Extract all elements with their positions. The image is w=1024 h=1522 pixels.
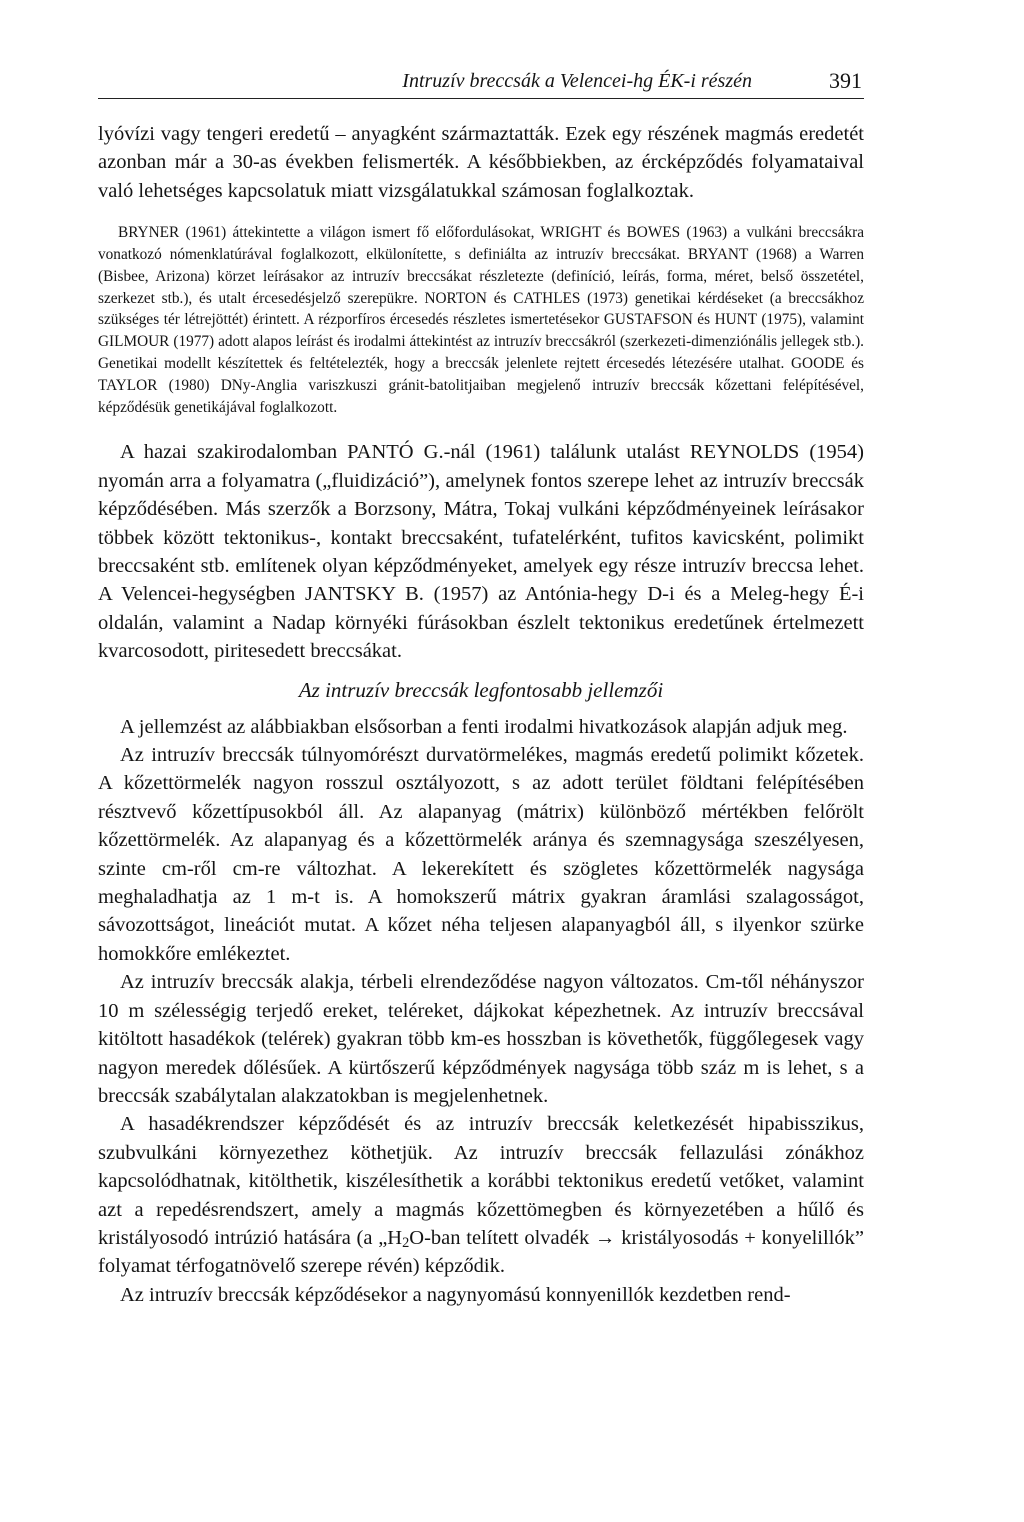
paragraph-formation: Az intruzív breccsák képződésekor a nagynyomású konnyenillók kezdetben rend-	[120, 1283, 791, 1306]
paragraph-hungarian-literature: A hazai szakirodalomban PANTÓ G.-nál (1961) találunk utalást REYNOLDS (1954) nyomán arra a folyamatra („fluidizáció”), amelynek fontos szerepe lehet az intruzív breccsák képződésében. Más szerzők a Borzsony, Mátra, Tokaj vulkáni képződményeinek leírásakor többek között tektonikus-, kontakt breccsaként, tufatelérként, tufitos kavicsként, polimikt breccsaként stb. említenek olyan képződményeket, amelyek egy része intruzív breccsa lehet. A Velencei-hegységben JANTSKY B. (1957) az Antónia-hegy D-i és a Meleg-hegy É-i oldalán, valamint a Nadap környéki fúrásokban észlelt tektonikus eredetűnek értelmezett kvarcosodott, piritesedett breccsákat.	[98, 441, 864, 663]
genesis-text-b: O-ban telített olvadék → kristályosodás + konyelillók” folyamat térfogatnövelő szerepe révén) képződik.	[98, 1226, 864, 1278]
section-heading: Az intruzív breccsák legfontosabb jellemzői	[298, 677, 664, 702]
page	[98, 62, 864, 1309]
subscript-two: 2	[402, 1234, 410, 1251]
paragraph-genesis	[98, 1110, 864, 1280]
paragraph-shape: Az intruzív breccsák alakja, térbeli elrendeződése nagyon változatos. Cm-től néhányszor 10 m szélességig terjedő ereket, teléreket, dájkokat képezhetnek. Az intruzív breccsával kitöltott hasadékok (telérek) gyakran több km-es hosszban is követhetők, függőlegesek vagy nagyon meredek dőlésűek. A kürtőszerű képződmények nagysága több száz m is lehet, s a breccsák szabálytalan alakzatokban is megjelenhetnek.	[98, 971, 864, 1107]
genesis-text-a: A hasadékrendszer képződését és az intruzív breccsák keletkezését hipabisszikus, szubvulkáni környezethez köthetjük. Az intruzív breccsák fellazulási zónákhoz kapcsolódhatnak, kitölthetik, kiszélesíthetik a korábbi tektonikus eredetű vetőket, valamint azt a repedésrendszert, amely a magmás kőzettömegben és környezetében a hűlő és kristályosodó intrúzió hatására (a „H	[98, 1113, 864, 1249]
running-head	[98, 62, 864, 99]
running-title: Intruzív breccsák a Velencei-hg ÉK-i részén	[402, 70, 752, 92]
page-number: 391	[829, 68, 862, 93]
paragraph-literature-review: BRYNER (1961) áttekintette a világon ismert fő előfordulásokat, WRIGHT és BOWES (1963) a vulkáni breccsákra vonatkozó nómenklatúrával foglalkozott, elkülonítette, s definiálta az intruzív breccsákat. BRYANT (1968) a Warren (Bisbee, Arizona) körzet leírásakor az intruzív breccsákat részletezte (definíció, leírás, forma, méret, belső összetétel, szerkezet stb.), és utalt ércesedésjelző szerepükre. NORTON és CATHLES (1973) genetikai kérdéseket (a breccsákhoz szükséges tér létrejöttét) érintett. A rézporfíros ércesedés részletes ismertetésekor GUSTAFSON és HUNT (1975), valamint GILMOUR (1977) adott alapos leírást és irodalmi áttekintést az intruzív breccsákról (szerkezeti-dimenziónális jellegek stb.). Genetikai modellt készítettek és feltételezték, hogy a breccsák jelenlete rejtett ércesedés létezésére utalhat. GOODE és TAYLOR (1980) DNy-Anglia variszkuszi gránit-batolitjaiban megjelenő intruzív breccsák kőzettani felépítésével, képződésük genetikájával foglalkozott.	[98, 224, 864, 416]
paragraph-characterization: A jellemzést az alábbiakban elsősorban a fenti irodalmi hivatkozások alapján adjuk meg.	[120, 715, 848, 738]
paragraph-intro: lyóvízi vagy tengeri eredetű – anyagként származtatták. Ezek egy részének magmás eredetét azonban már a 30-as években felismerték. A későbbiekben, az ércképződés folyamataival való lehetséges kapcsolatuk miatt vizsgálatukkal számosan foglalkoztak.	[98, 123, 864, 202]
paragraph-composition: Az intruzív breccsák túlnyomórészt durvatörmelékes, magmás eredetű polimikt kőzetek. A kőzettörmelék nagyon rosszul osztályozott, s az adott terület földtani felépítésében résztvevő kőzettípusokból áll. Az alapanyag (mátrix) különböző mértékben felőrölt kőzettörmelék. Az alapanyag és a kőzettörmelék aránya és szemnagysága szeszélyesen, szinte cm-ről cm-re változhat. A lekerekített és szögletes kőzettörmelék nagysága meghaladhatja az 1 m-t is. A homokszerű mátrix gyakran áramlási szalagosságot, sávozottságot, lineációt mutat. A kőzet néha teljesen alapanyagból áll, s ilyenkor szürke homokkőre emlékeztet.	[98, 744, 864, 965]
